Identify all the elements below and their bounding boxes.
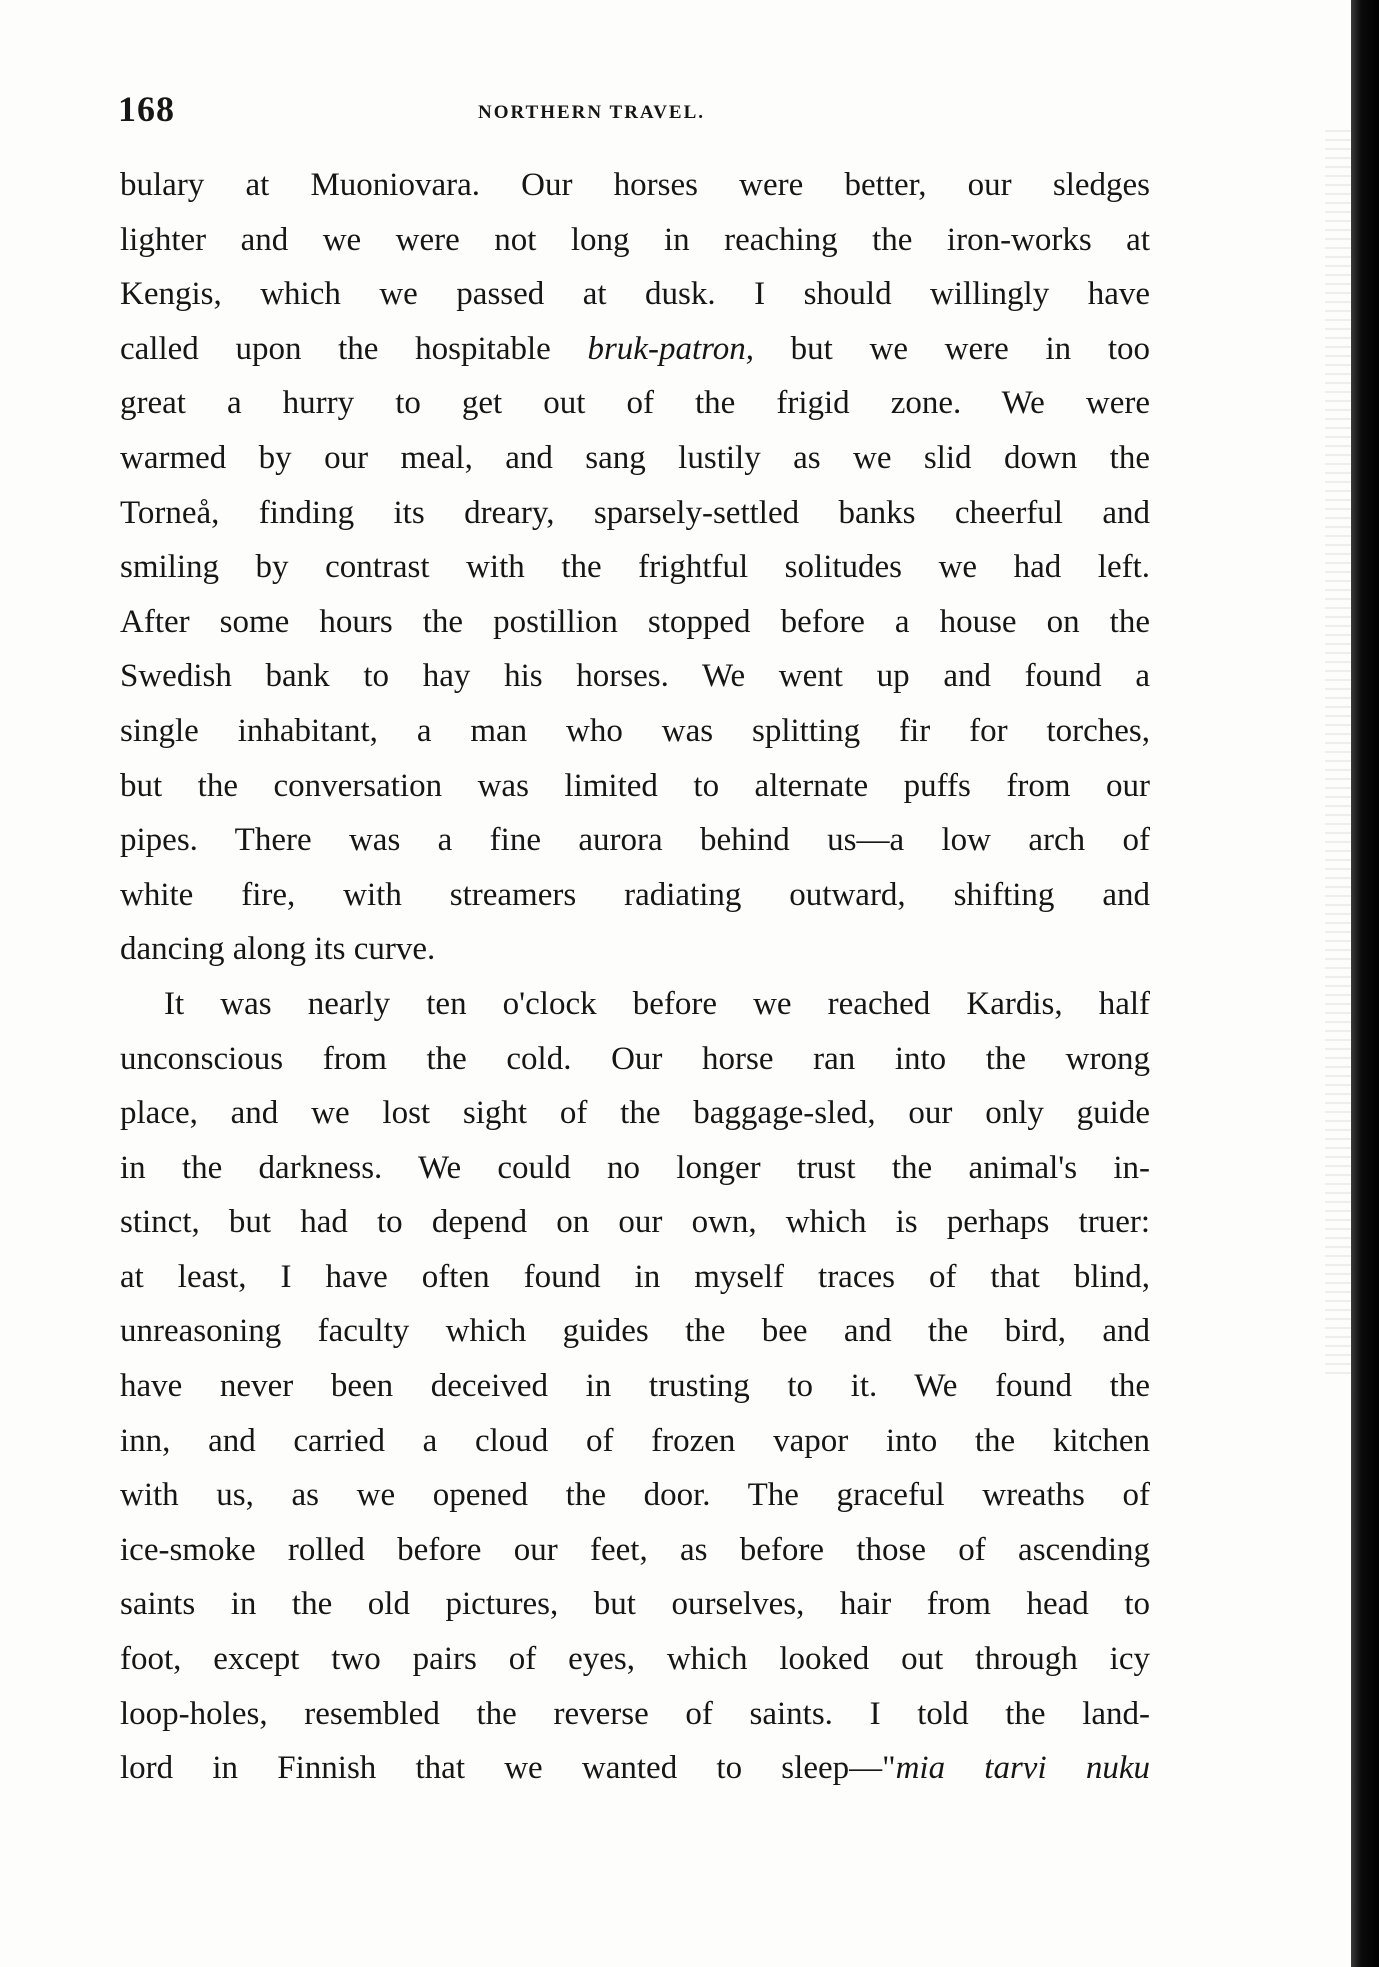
text-segment: called upon the hospitable: [120, 330, 551, 367]
text-line: saints in the old pictures, but ourselves, hair from head to: [120, 1586, 1150, 1623]
text-segment: lord in Finnish that we wanted to sleep—": [120, 1750, 896, 1787]
page-number: 168: [118, 89, 175, 129]
text-line: with us, as we opened the door. The graceful wreaths of: [120, 1477, 1150, 1514]
text-line: inn, and carried a cloud of frozen vapor into the kitchen: [120, 1422, 1150, 1459]
text-line: white fire, with streamers radiating outward, shifting and: [120, 876, 1150, 913]
text-line: Torneå, finding its dreary, sparsely-settled banks cheerful and: [120, 494, 1150, 531]
text-line: dancing along its curve.: [120, 931, 436, 968]
text-line: warmed by our meal, and sang lustily as we slid down the: [120, 439, 1150, 476]
text-line: foot, except two pairs of eyes, which looked out through icy: [120, 1641, 1150, 1678]
text-line: great a hurry to get out of the frigid zone. We were: [120, 385, 1150, 422]
text-line: ice-smoke rolled before our feet, as before those of ascending: [120, 1531, 1150, 1568]
text-line: bulary at Muoniovara. Our horses were better, our sledges: [120, 167, 1150, 203]
binding-shadow: [1351, 0, 1379, 1967]
text-line: [120, 1741, 1150, 1796]
italic-phrase: mia tarvi nuku: [895, 1750, 1150, 1787]
text-line: Swedish bank to hay his horses. We went up and found a: [120, 658, 1150, 695]
text-line: place, and we lost sight of the baggage-sled, our only guide: [120, 1095, 1150, 1132]
text-line: unreasoning faculty which guides the bee and the bird, and: [120, 1313, 1150, 1350]
text-line: have never been deceived in trusting to it. We found the: [120, 1368, 1150, 1405]
text-line: single inhabitant, a man who was splitting fir for torches,: [120, 712, 1150, 749]
text-line: Kengis, which we passed at dusk. I should willingly have: [120, 276, 1150, 313]
text-line: stinct, but had to depend on our own, which is perhaps truer:: [120, 1204, 1150, 1241]
text-line: but the conversation was limited to alternate puffs from our: [120, 767, 1150, 804]
text-line: at least, I have often found in myself traces of that blind,: [120, 1258, 1150, 1295]
italic-term: bruk-patron,: [587, 330, 754, 367]
text-line: unconscious from the cold. Our horse ran into the wrong: [120, 1040, 1150, 1077]
text-line: After some hours the postillion stopped before a house on the: [120, 603, 1150, 640]
text-line: pipes. There was a fine aurora behind us—a low arch of: [120, 822, 1150, 859]
text-line: loop-holes, resembled the reverse of saints. I told the land-: [120, 1695, 1150, 1732]
text-line: It was nearly ten o'clock before we reached Kardis, half: [164, 985, 1150, 1022]
body-text: [120, 158, 1150, 1796]
running-head: [118, 86, 1148, 136]
text-line: in the darkness. We could no longer trust the animal's in-: [120, 1149, 1150, 1186]
text-segment: but we were in too: [790, 330, 1150, 367]
text-line: lighter and we were not long in reaching the iron-works at: [120, 221, 1150, 258]
page-edge-speckle: [1325, 130, 1351, 1380]
text-line: smiling by contrast with the frightful solitudes we had left.: [120, 549, 1150, 586]
running-title: NORTHERN TRAVEL.: [478, 102, 706, 123]
text-line: [120, 322, 1150, 377]
